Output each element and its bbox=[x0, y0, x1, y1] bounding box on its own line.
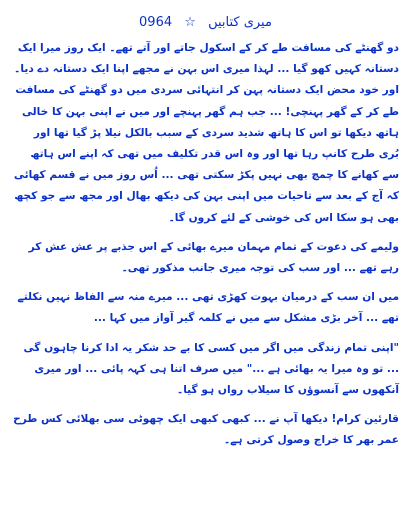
paragraph: میں ان سب کے درمیان بہوت کھڑی تھی ... میرے منہ سے الفاظ نہیں نکلتے تھے ... آخر بڑی مشکل سے میں نے کلمہ گیر آواز میں کہا ... bbox=[17, 291, 399, 325]
paragraph: "اپنی تمام زندگی میں اگر میں کسی کا بے حد شکر یہ ادا کرنا چاہوں گی ... تو وہ میرا یہ بھائی ہے ..." میں صرف اتنا ہی کہہ پائی ... اور میری آنکھوں سے آنسوؤں کا سیلاب رواں ہو گیا۔ bbox=[23, 341, 399, 397]
paragraph: دو گھنٹے کی مسافت طے کر کے اسکول جاتے اور آتے تھے۔ ایک روز میرا ایک دستانہ کہیں کھو گیا ... لہذا میری اس بہن نے مجھے اپنا ایک دستانہ دے دیا۔ اور خود محض ایک دستانہ پہن کر انتہائی سردی میں دو گھنٹے کی مسافت طے کر کے گھر پہنچی! ... جب ہم گھر پہنچے اور میں نے اپنی بہن کا خالی ہاتھ دیکھا تو اس کا ہاتھ شدید سردی کے سبب بالکل نیلا پڑ گیا تھا اور بُری طرح کانپ رہا تھا اور وہ اس قدر تکلیف میں تھی کہ اپنے اس ہاتھ سے کھانے کا چمچ بھی نہیں پکڑ سکتی تھی ... اُس روز میں نے قسم کھائی کہ آج کے بعد سے تاحیات میں اپنی بہن کی دیکھ بھال اور مجھ سے جو کچھ بھی ہو سکا اس کی خوشی کے لئے کروں گا۔ bbox=[13, 42, 399, 224]
page-number: 0964 bbox=[139, 15, 173, 30]
paragraph: ولیمے کی دعوت کے تمام مہمان میرے بھائی کے اس جذبے پر عش عش کر رہے تھے ... اور سب کی توجہ میری جانب مذکور تھی۔ bbox=[28, 240, 399, 275]
page-header bbox=[12, 14, 399, 32]
header-title: میری کتابیں bbox=[208, 15, 272, 30]
paragraph: قارئین کرام! دیکھا آپ نے ... کبھی کبھی ایک چھوٹی سی بھلائی کس طرح عمر بھر کا خراج وصول کرتی ہے۔ bbox=[13, 413, 399, 447]
star-icon: ☆ bbox=[184, 15, 196, 30]
story-text bbox=[12, 38, 399, 452]
